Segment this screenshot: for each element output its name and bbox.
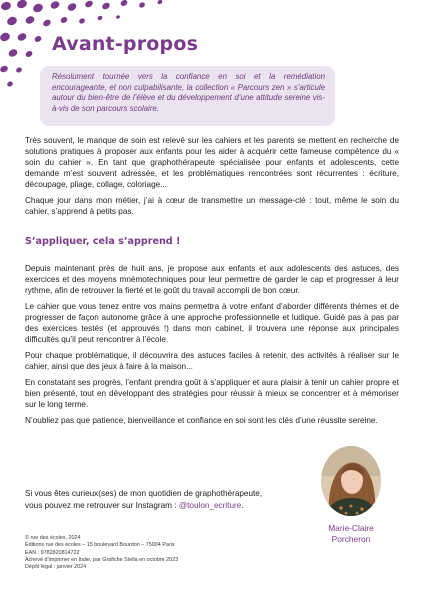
section-2 bbox=[25, 263, 399, 431]
paragraph: Pour chaque problématique, il découvrira des astuces faciles à retenir, des activités à réaliser sur le cahier, ainsi que des jeux à faire à la maison... bbox=[25, 351, 399, 371]
footer-line: Dépôt légal : janvier 2024 bbox=[25, 564, 87, 571]
instagram-handle-link[interactable]: @toulon_ecriture bbox=[178, 500, 242, 510]
paragraph: Très souvent, le manque de soin est relevé sur les cahiers et les parents se mettent en recherche de solutions pratiques à proposer aux enfants pour les aider à acquérir cette fameuse compétence du « soin du cahier ». En tant que graphothérapeute spécialisée pour enfants et adolescents, cette demande m’est souvent adressée, et les problématiques rencontrées sont récurrentes : écriture, découpage, pliage, collage, coloriage... bbox=[25, 136, 399, 189]
paragraph: En constatant ses progrès, l’enfant prendra goût à s’appliquer et aura plaisir à tenir un cahier propre et bien présenté, tout en développant des stratégies pour réussir à mieux se concentrer et à mémoriser sur le long terme. bbox=[25, 378, 399, 409]
paragraph: Le cahier que vous tenez entre vos mains permettra à votre enfant d’aborder différents thèmes et de progresser de façon autonome grâce à une approche professionnelle et ludique. Guidé pas à pas par des exercices testés (et approuvés !) dans mon cabinet, il trouvera une réponse aux principales difficultés qu’il peut rencontrer à l’école. bbox=[25, 302, 399, 344]
paragraph: Depuis maintenant près de huit ans, je propose aux enfants et aux adolescents des astuces, des exercices et des moyens mnémotechniques pour leur permettre de garder le cap et progresser à leur rythme, afin de retrouver la fierté et le goût du travail accompli de bon cœur. bbox=[25, 264, 399, 295]
paragraph: Chaque jour dans mon métier, j’ai à cœur de transmettre un message-clé : tout, même le soin du cahier, s’apprend à petits pas. bbox=[25, 196, 399, 216]
intro-box: Résolument tournée vers la confiance en soi et la remédiation encourageante, et non culpabilisante, la collection « Parcours zen » s’articule autour du bien-être de l’élève et du développement d’une attitude sereine vis-à-vis de son parcours scolaire. bbox=[40, 66, 335, 126]
signoff bbox=[25, 488, 295, 511]
author-name bbox=[300, 523, 402, 545]
publisher-footer bbox=[25, 535, 285, 571]
page-title: Avant-propos bbox=[52, 33, 199, 55]
author-photo bbox=[321, 446, 381, 516]
author-first-name: Marie-Claire bbox=[328, 523, 374, 533]
signoff-line-2 bbox=[25, 500, 295, 512]
signoff-text: vous pouvez me retrouver sur Instagram : bbox=[25, 500, 179, 510]
footer-line: © rue des écoles, 2024 bbox=[25, 535, 81, 541]
section-subheading: S’appliquer, cela s’apprend ! bbox=[25, 236, 181, 247]
footer-line: Éditions rue des écoles – 15 boulevard Bourdon – 75004 Paris bbox=[25, 542, 175, 549]
signoff-line-1: Si vous êtes curieux(ses) de mon quotidien de graphothérapeute, bbox=[25, 489, 263, 498]
footer-line: EAN : 9782820814722 bbox=[25, 549, 80, 556]
section-1 bbox=[25, 135, 399, 222]
author-last-name: Porcheron bbox=[331, 534, 371, 544]
signoff-period: . bbox=[241, 500, 244, 510]
paragraph: N’oubliez pas que patience, bienveillance et confiance en soi sont les clés d’une réussite sereine. bbox=[25, 416, 378, 425]
footer-line: Achevé d’imprimer en Italie, par Grafiche Stella en octobre 2023 bbox=[25, 556, 179, 563]
